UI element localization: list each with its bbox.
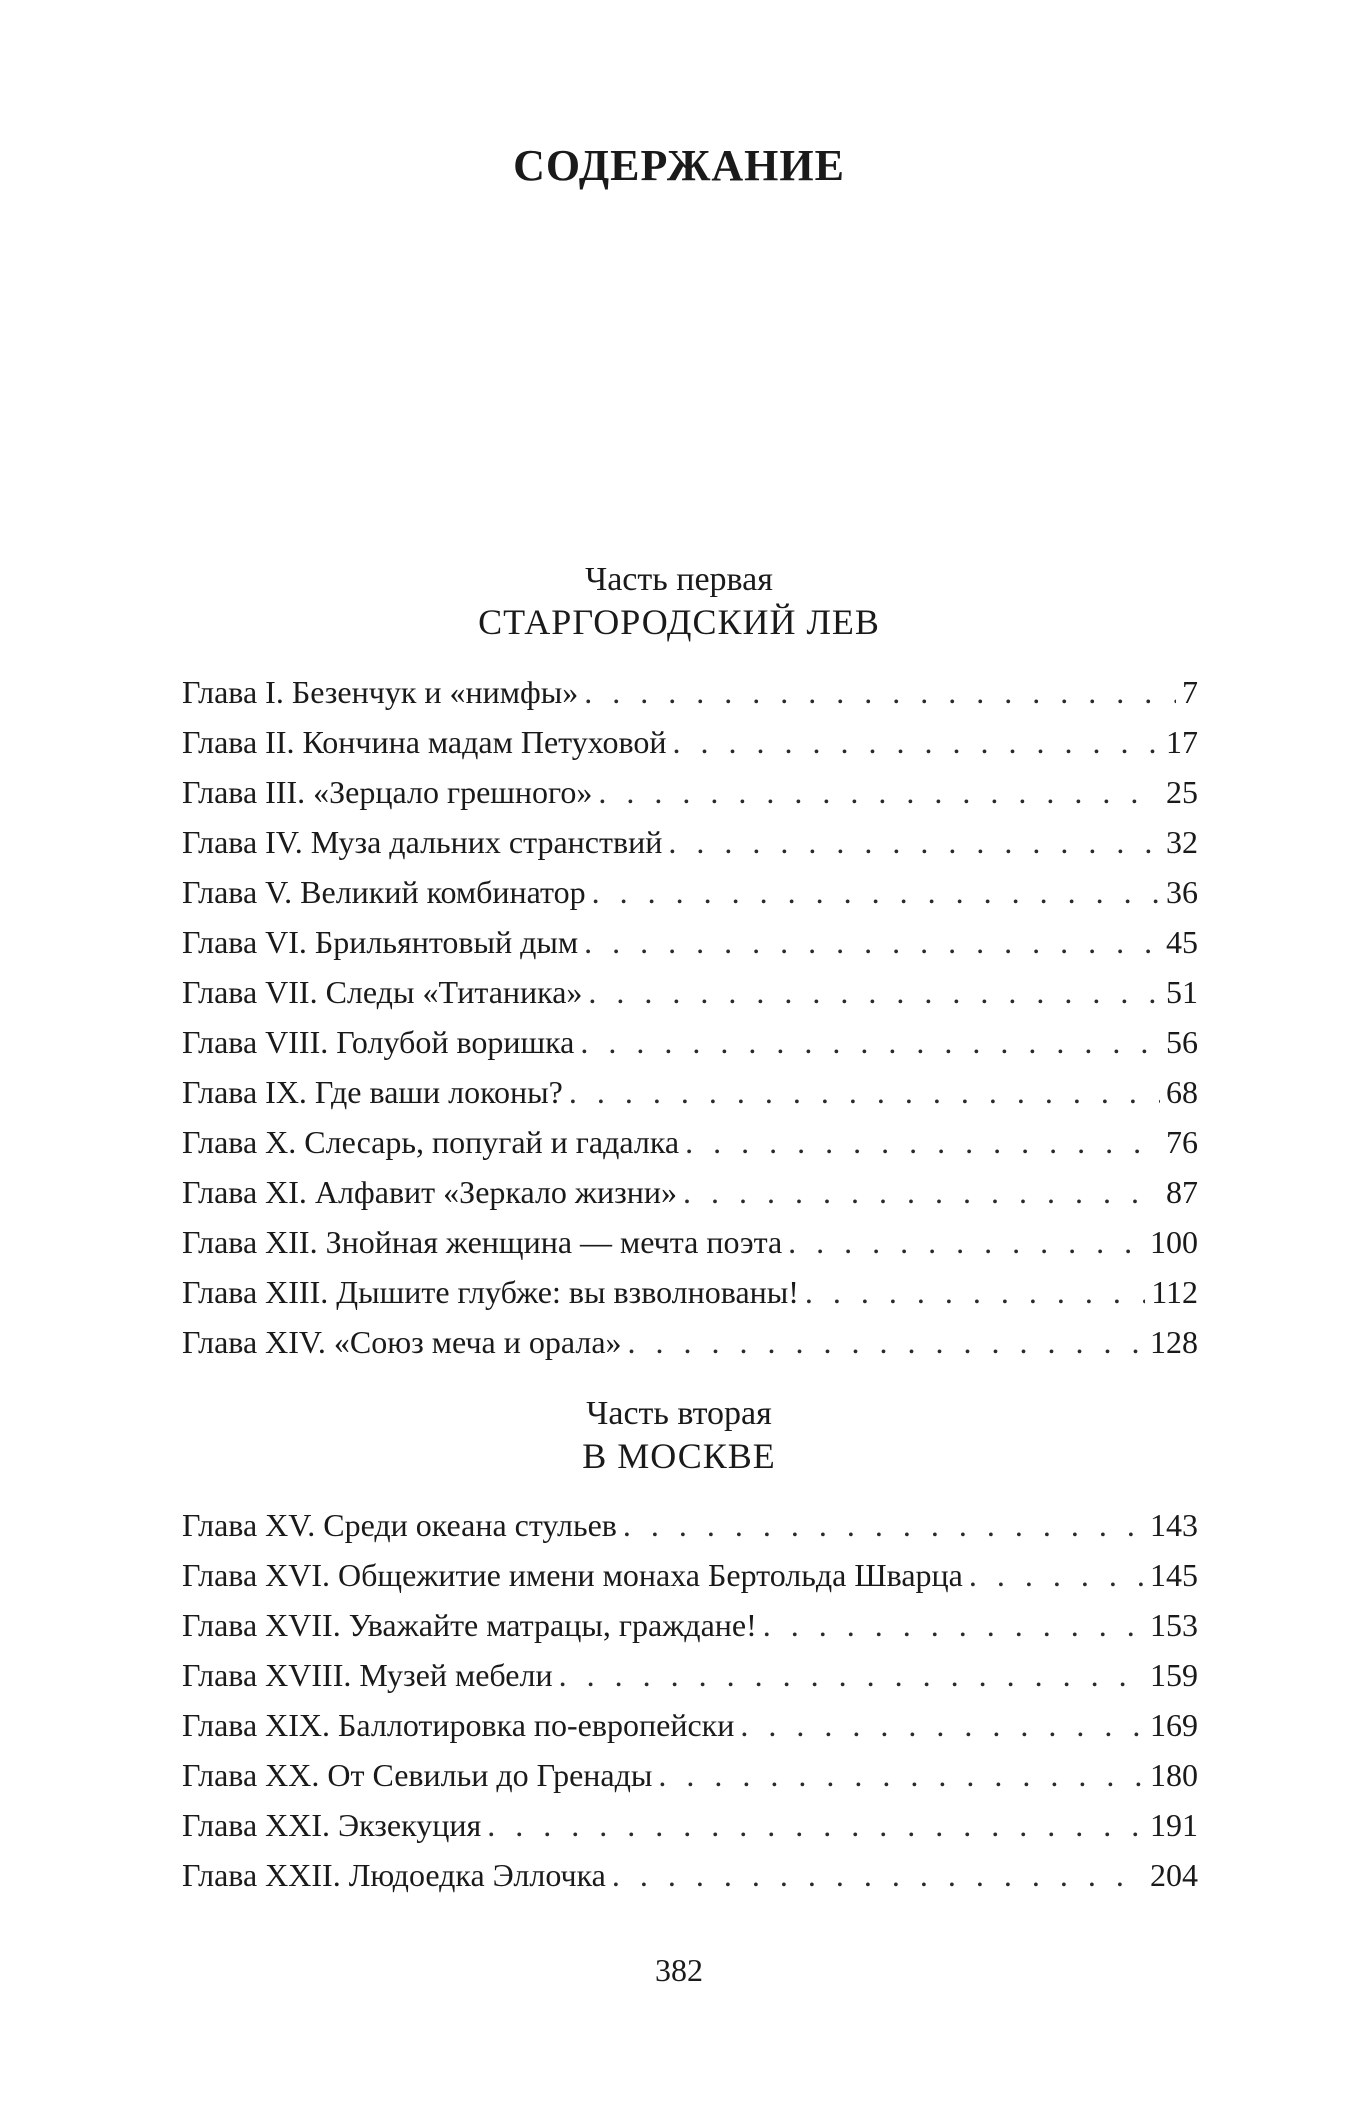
- chapter-title: Глава III. «Зерцало грешного»: [182, 774, 593, 810]
- chapter-page-number: 145: [1150, 1557, 1198, 1593]
- chapter-title: Глава XIII. Дышите глубже: вы взволнованы!: [182, 1274, 799, 1310]
- toc-entry[interactable]: [182, 1117, 1198, 1167]
- chapter-page-number: 25: [1166, 774, 1198, 810]
- chapter-title: Глава XVI. Общежитие имени монаха Бертольда Шварца: [182, 1557, 963, 1593]
- dot-leader: [569, 1067, 1160, 1117]
- chapter-title: Глава XI. Алфавит «Зеркало жизни»: [182, 1174, 678, 1210]
- toc-entry[interactable]: [182, 1267, 1198, 1317]
- toc-entry[interactable]: [182, 1600, 1198, 1650]
- part-label: Часть вторая: [586, 1395, 772, 1432]
- chapter-title: Глава XVII. Уважайте матрацы, граждане!: [182, 1607, 757, 1643]
- toc-entry[interactable]: [182, 667, 1198, 717]
- chapter-page-number: 204: [1150, 1857, 1198, 1893]
- chapter-title: Глава XV. Среди океана стульев: [182, 1507, 617, 1543]
- page-title: СОДЕРЖАНИЕ: [513, 141, 845, 190]
- dot-leader: [763, 1600, 1144, 1650]
- toc-entry[interactable]: [182, 817, 1198, 867]
- dot-leader: [580, 1017, 1160, 1067]
- toc-entry[interactable]: [182, 1317, 1198, 1367]
- toc-list-part-2: [182, 1500, 1198, 1900]
- toc-entry[interactable]: [182, 767, 1198, 817]
- dot-leader: [588, 967, 1160, 1017]
- chapter-title: Глава XX. От Севильи до Гренады: [182, 1757, 653, 1793]
- toc-entry[interactable]: [182, 1700, 1198, 1750]
- dot-leader: [598, 767, 1160, 817]
- toc-entry[interactable]: [182, 1650, 1198, 1700]
- dot-leader: [623, 1500, 1144, 1550]
- chapter-title: Глава XXI. Экзекуция: [182, 1807, 482, 1843]
- chapter-title: Глава XXII. Людоедка Эллочка: [182, 1857, 606, 1893]
- dot-leader: [805, 1267, 1145, 1317]
- chapter-page-number: 51: [1166, 974, 1198, 1010]
- toc-entry[interactable]: [182, 1167, 1198, 1217]
- chapter-page-number: 180: [1150, 1757, 1198, 1793]
- dot-leader: [683, 1167, 1160, 1217]
- toc-entry[interactable]: [182, 1217, 1198, 1267]
- dot-leader: [487, 1800, 1144, 1850]
- chapter-page-number: 128: [1150, 1324, 1198, 1360]
- chapter-title: Глава IX. Где ваши локоны?: [182, 1074, 563, 1110]
- chapter-title: Глава VII. Следы «Титаника»: [182, 974, 583, 1010]
- chapter-page-number: 17: [1166, 724, 1198, 760]
- chapter-title: Глава XVIII. Музей мебели: [182, 1657, 553, 1693]
- chapter-page-number: 45: [1166, 924, 1198, 960]
- chapter-title: Глава XIX. Баллотировка по-европейски: [182, 1707, 735, 1743]
- dot-leader: [628, 1317, 1144, 1367]
- toc-entry[interactable]: [182, 1850, 1198, 1900]
- chapter-page-number: 143: [1150, 1507, 1198, 1543]
- chapter-page-number: 32: [1166, 824, 1198, 860]
- chapter-title: Глава VI. Брильянтовый дым: [182, 924, 579, 960]
- part-name: В МОСКВЕ: [582, 1436, 776, 1476]
- toc-list-part-1: [182, 667, 1198, 1367]
- chapter-title: Глава XII. Знойная женщина — мечта поэта: [182, 1224, 783, 1260]
- dot-leader: [740, 1700, 1144, 1750]
- chapter-page-number: 159: [1150, 1657, 1198, 1693]
- part-heading-2: [0, 1394, 1358, 1478]
- chapter-page-number: 153: [1150, 1607, 1198, 1643]
- chapter-page-number: 191: [1150, 1807, 1198, 1843]
- page-number: 382: [655, 1952, 703, 1988]
- dot-leader: [668, 817, 1160, 867]
- dot-leader: [658, 1750, 1144, 1800]
- part-label: Часть первая: [585, 561, 773, 598]
- toc-entry[interactable]: [182, 1750, 1198, 1800]
- toc-entry[interactable]: [182, 717, 1198, 767]
- part-name: СТАРГОРОДСКИЙ ЛЕВ: [478, 602, 880, 642]
- dot-leader: [788, 1217, 1144, 1267]
- dot-leader: [584, 917, 1160, 967]
- chapter-page-number: 76: [1166, 1124, 1198, 1160]
- dot-leader: [559, 1650, 1144, 1700]
- part-heading-1: [0, 560, 1358, 644]
- chapter-page-number: 100: [1150, 1224, 1198, 1260]
- toc-entry[interactable]: [182, 1067, 1198, 1117]
- chapter-page-number: 112: [1151, 1274, 1198, 1310]
- dot-leader: [673, 717, 1160, 767]
- chapter-page-number: 7: [1182, 674, 1198, 710]
- chapter-title: Глава X. Слесарь, попугай и гадалка: [182, 1124, 680, 1160]
- toc-entry[interactable]: [182, 1500, 1198, 1550]
- chapter-title: Глава IV. Муза дальних странствий: [182, 824, 663, 860]
- chapter-title: Глава VIII. Голубой воришка: [182, 1024, 575, 1060]
- dot-leader: [612, 1850, 1144, 1900]
- chapter-page-number: 169: [1150, 1707, 1198, 1743]
- dot-leader: [592, 867, 1160, 917]
- chapter-page-number: 36: [1166, 874, 1198, 910]
- chapter-page-number: 68: [1166, 1074, 1198, 1110]
- toc-entry[interactable]: [182, 867, 1198, 917]
- chapter-title: Глава XIV. «Союз меча и орала»: [182, 1324, 622, 1360]
- chapter-title: Глава II. Кончина мадам Петуховой: [182, 724, 667, 760]
- toc-entry[interactable]: [182, 1550, 1198, 1600]
- toc-entry[interactable]: [182, 967, 1198, 1017]
- chapter-title: Глава I. Безенчук и «нимфы»: [182, 674, 579, 710]
- chapter-page-number: 87: [1166, 1174, 1198, 1210]
- dot-leader: [685, 1117, 1160, 1167]
- chapter-page-number: 56: [1166, 1024, 1198, 1060]
- dot-leader: [969, 1550, 1144, 1600]
- toc-entry[interactable]: [182, 1800, 1198, 1850]
- dot-leader: [584, 667, 1176, 717]
- chapter-title: Глава V. Великий комбинатор: [182, 874, 586, 910]
- toc-entry[interactable]: [182, 1017, 1198, 1067]
- toc-entry[interactable]: [182, 917, 1198, 967]
